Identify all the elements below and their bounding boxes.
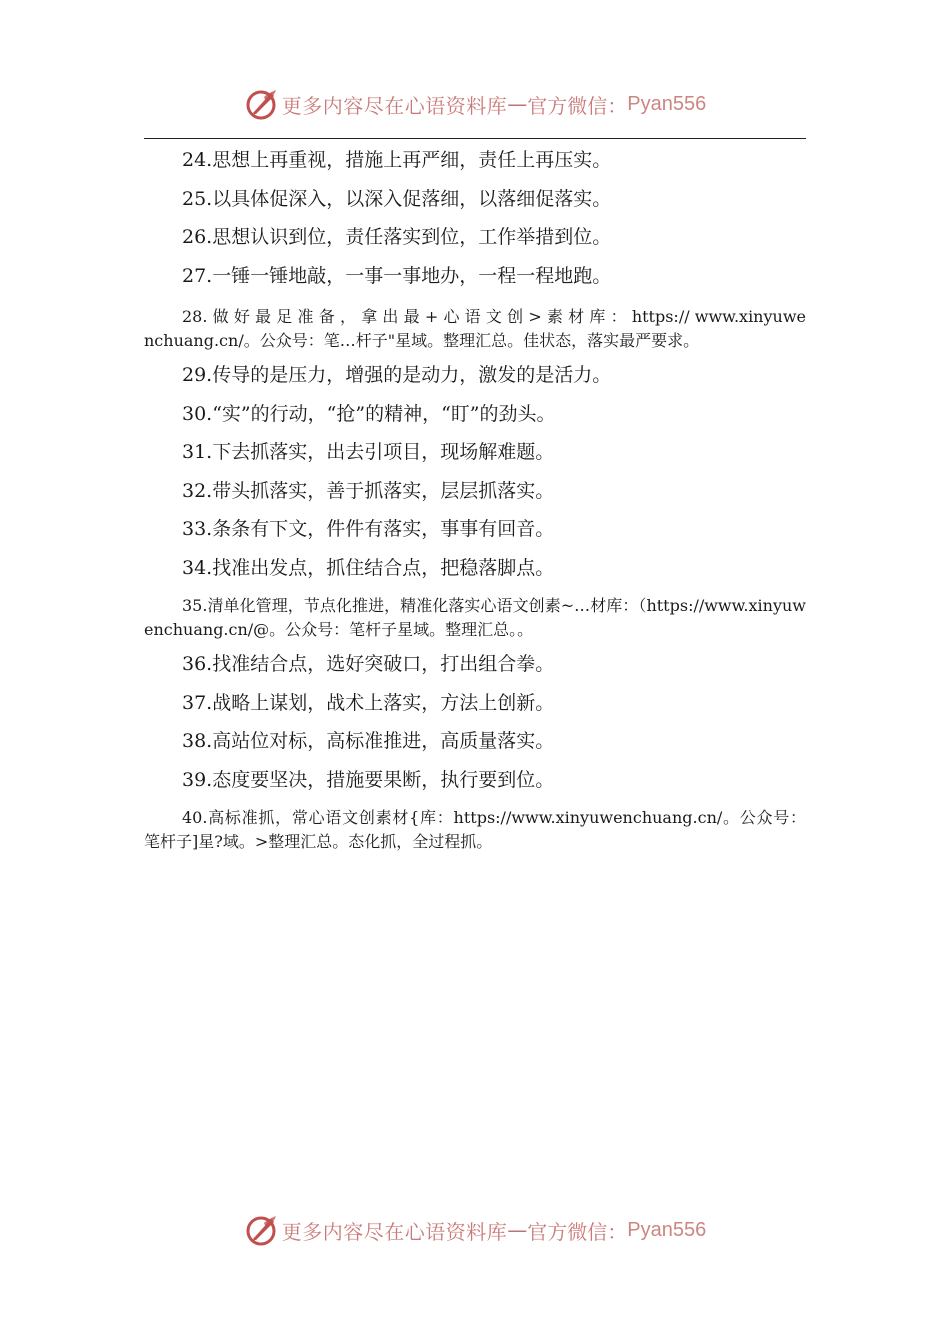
- header-banner: [0, 82, 950, 126]
- header-wechat-label: 官方微信：: [527, 93, 628, 118]
- list-item: 35.清单化管理，节点化推进，精准化落实心语文创素~…材库：（https://www.xinyuwenchuang.cn/@。公众号：笔杆子星域。整理汇总。。: [144, 596, 806, 639]
- list-item: 40.高标准抓，常心语文创素材{库：https://www.xinyuwenchuang.cn/。公众号：笔杆子]星?域。>整理汇总。态化抓，全过程抓。: [144, 808, 806, 851]
- footer-wechat-label: 官方微信：: [527, 1219, 628, 1244]
- list-item: 36.找准结合点，选好突破口，打出组合拳。: [182, 653, 555, 675]
- header-banner-separator: —: [507, 92, 528, 116]
- list-item: 28. 做 好 最 足 准 备 ， 拿 出 最 + 心 语 文 创 > 素 材 库 ： https:// www.xinyuwenchuang.cn/。公众号：笔…杆子"星域。整理汇总。佳状态，落实最严要求。: [144, 307, 806, 350]
- list-item: 25.以具体促深入，以深入促落细，以落细促落实。: [182, 187, 612, 210]
- list-item: 24.思想上再重视，措施上再严细，责任上再压实。: [182, 149, 612, 171]
- footer-banner: [0, 1208, 950, 1252]
- list-item: 33.条条有下文，件件有落实，事事有回音。: [182, 518, 555, 540]
- header-banner-text: 更多内容尽在心语资料库: [281, 93, 508, 118]
- list-item: 32.带头抓落实，善于抓落实，层层抓落实。: [182, 479, 555, 502]
- quill-logo-icon: [244, 87, 278, 121]
- document-body: [144, 144, 806, 854]
- quill-logo-icon: [244, 1213, 278, 1247]
- list-item: 29.传导的是压力，增强的是动力，激发的是活力。: [182, 364, 612, 386]
- list-item: 26.思想认识到位，责任落实到位，工作举措到位。: [182, 226, 612, 248]
- list-item: 31.下去抓落实，出去引项目，现场解难题。: [182, 441, 555, 463]
- list-item: 39.态度要坚决，措施要果断，执行要到位。: [182, 768, 555, 791]
- list-item: 38.高站位对标，高标准推进，高质量落实。: [182, 730, 555, 752]
- list-item: 34.找准出发点，抓住结合点，把稳落脚点。: [182, 556, 555, 579]
- list-item: 30.“实”的行动，“抢”的精神，“盯”的劲头。: [182, 402, 556, 425]
- footer-wechat-id: Pyan556: [627, 1218, 707, 1241]
- list-item: 37.战略上谋划，战术上落实，方法上创新。: [182, 691, 555, 714]
- footer-banner-separator: —: [507, 1218, 528, 1242]
- list-item: 27.一锤一锤地敲，一事一事地办，一程一程地跑。: [182, 264, 612, 287]
- header-wechat-id: Pyan556: [627, 92, 707, 115]
- footer-banner-text: 更多内容尽在心语资料库: [281, 1219, 508, 1244]
- header-rule: [144, 138, 806, 139]
